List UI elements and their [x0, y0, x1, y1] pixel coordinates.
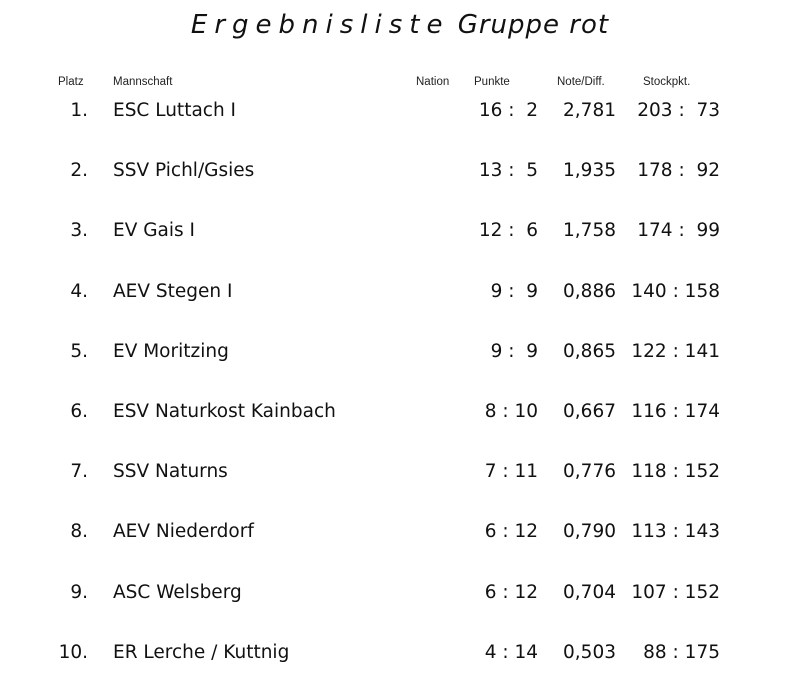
rank-cell: 2.	[70, 160, 88, 182]
rank-cell: 8.	[70, 521, 88, 543]
table-row	[0, 642, 800, 672]
quotient-cell: 0,790	[563, 521, 616, 543]
team-name-cell: ESV Naturkost Kainbach	[113, 401, 336, 422]
points-cell: 9 : 9	[490, 340, 538, 362]
header-punkte: Punkte	[474, 76, 510, 88]
rank-cell: 7.	[70, 461, 88, 483]
rank-cell: 1.	[70, 100, 88, 121]
points-cell: 13 : 5	[478, 160, 538, 182]
table-row	[0, 461, 800, 491]
points-cell: 8 : 10	[484, 401, 538, 422]
team-name-cell: EV Gais I	[113, 220, 196, 242]
stock-points-cell: 118 : 152	[631, 461, 720, 483]
team-name-cell: EV Moritzing	[113, 340, 229, 362]
table-row	[0, 160, 800, 190]
table-row	[0, 281, 800, 311]
stock-points-cell: 88 : 175	[643, 641, 720, 663]
rank-cell: 5.	[70, 340, 88, 362]
stock-points-cell: 116 : 174	[631, 401, 720, 422]
points-cell: 7 : 11	[484, 461, 538, 483]
points-cell: 12 : 6	[478, 220, 538, 242]
title-word-ergebnisliste: Ergebnisliste	[190, 10, 450, 40]
quotient-cell: 0,503	[563, 641, 616, 663]
points-cell: 4 : 14	[484, 641, 538, 663]
stock-points-cell: 178 : 92	[637, 160, 720, 182]
quotient-cell: 0,704	[563, 581, 616, 603]
rank-cell: 6.	[70, 401, 88, 422]
team-name-cell: AEV Stegen I	[113, 280, 233, 302]
title-group-name: Gruppe rot	[457, 10, 610, 40]
stock-points-cell: 140 : 158	[631, 280, 720, 302]
stock-points-cell: 174 : 99	[637, 220, 720, 242]
quotient-cell: 1,935	[563, 160, 616, 182]
quotient-cell: 0,776	[563, 461, 616, 483]
table-row	[0, 100, 800, 130]
table-row	[0, 401, 800, 431]
quotient-cell: 1,758	[563, 220, 616, 242]
rank-cell: 3.	[70, 220, 88, 242]
rank-cell: 4.	[70, 280, 88, 302]
points-cell: 16 : 2	[478, 100, 538, 121]
team-name-cell: SSV Pichl/Gsies	[113, 160, 255, 182]
team-name-cell: SSV Naturns	[113, 461, 228, 483]
quotient-cell: 0,667	[563, 401, 616, 422]
quotient-cell: 0,865	[563, 340, 616, 362]
team-name-cell: ASC Welsberg	[113, 581, 242, 603]
points-cell: 6 : 12	[484, 521, 538, 543]
table-row	[0, 220, 800, 250]
team-name-cell: ESC Luttach I	[113, 100, 237, 121]
quotient-cell: 2,781	[563, 100, 616, 121]
team-name-cell: ER Lerche / Kuttnig	[113, 641, 290, 663]
page-title	[0, 10, 800, 40]
stock-points-cell: 122 : 141	[631, 340, 720, 362]
table-row	[0, 582, 800, 612]
rank-cell: 10.	[58, 641, 88, 663]
header-note-diff: Note/Diff.	[557, 76, 605, 88]
stock-points-cell: 203 : 73	[637, 100, 720, 121]
points-cell: 6 : 12	[484, 581, 538, 603]
rank-cell: 9.	[70, 581, 88, 603]
header-stockpunkte: Stockpkt.	[643, 76, 691, 88]
stock-points-cell: 107 : 152	[631, 581, 720, 603]
stock-points-cell: 113 : 143	[631, 521, 720, 543]
table-row	[0, 521, 800, 551]
header-nation: Nation	[416, 76, 450, 88]
quotient-cell: 0,886	[563, 280, 616, 302]
points-cell: 9 : 9	[490, 280, 538, 302]
header-mannschaft: Mannschaft	[113, 76, 173, 88]
header-platz: Platz	[58, 76, 84, 88]
table-row	[0, 341, 800, 371]
team-name-cell: AEV Niederdorf	[113, 521, 254, 543]
